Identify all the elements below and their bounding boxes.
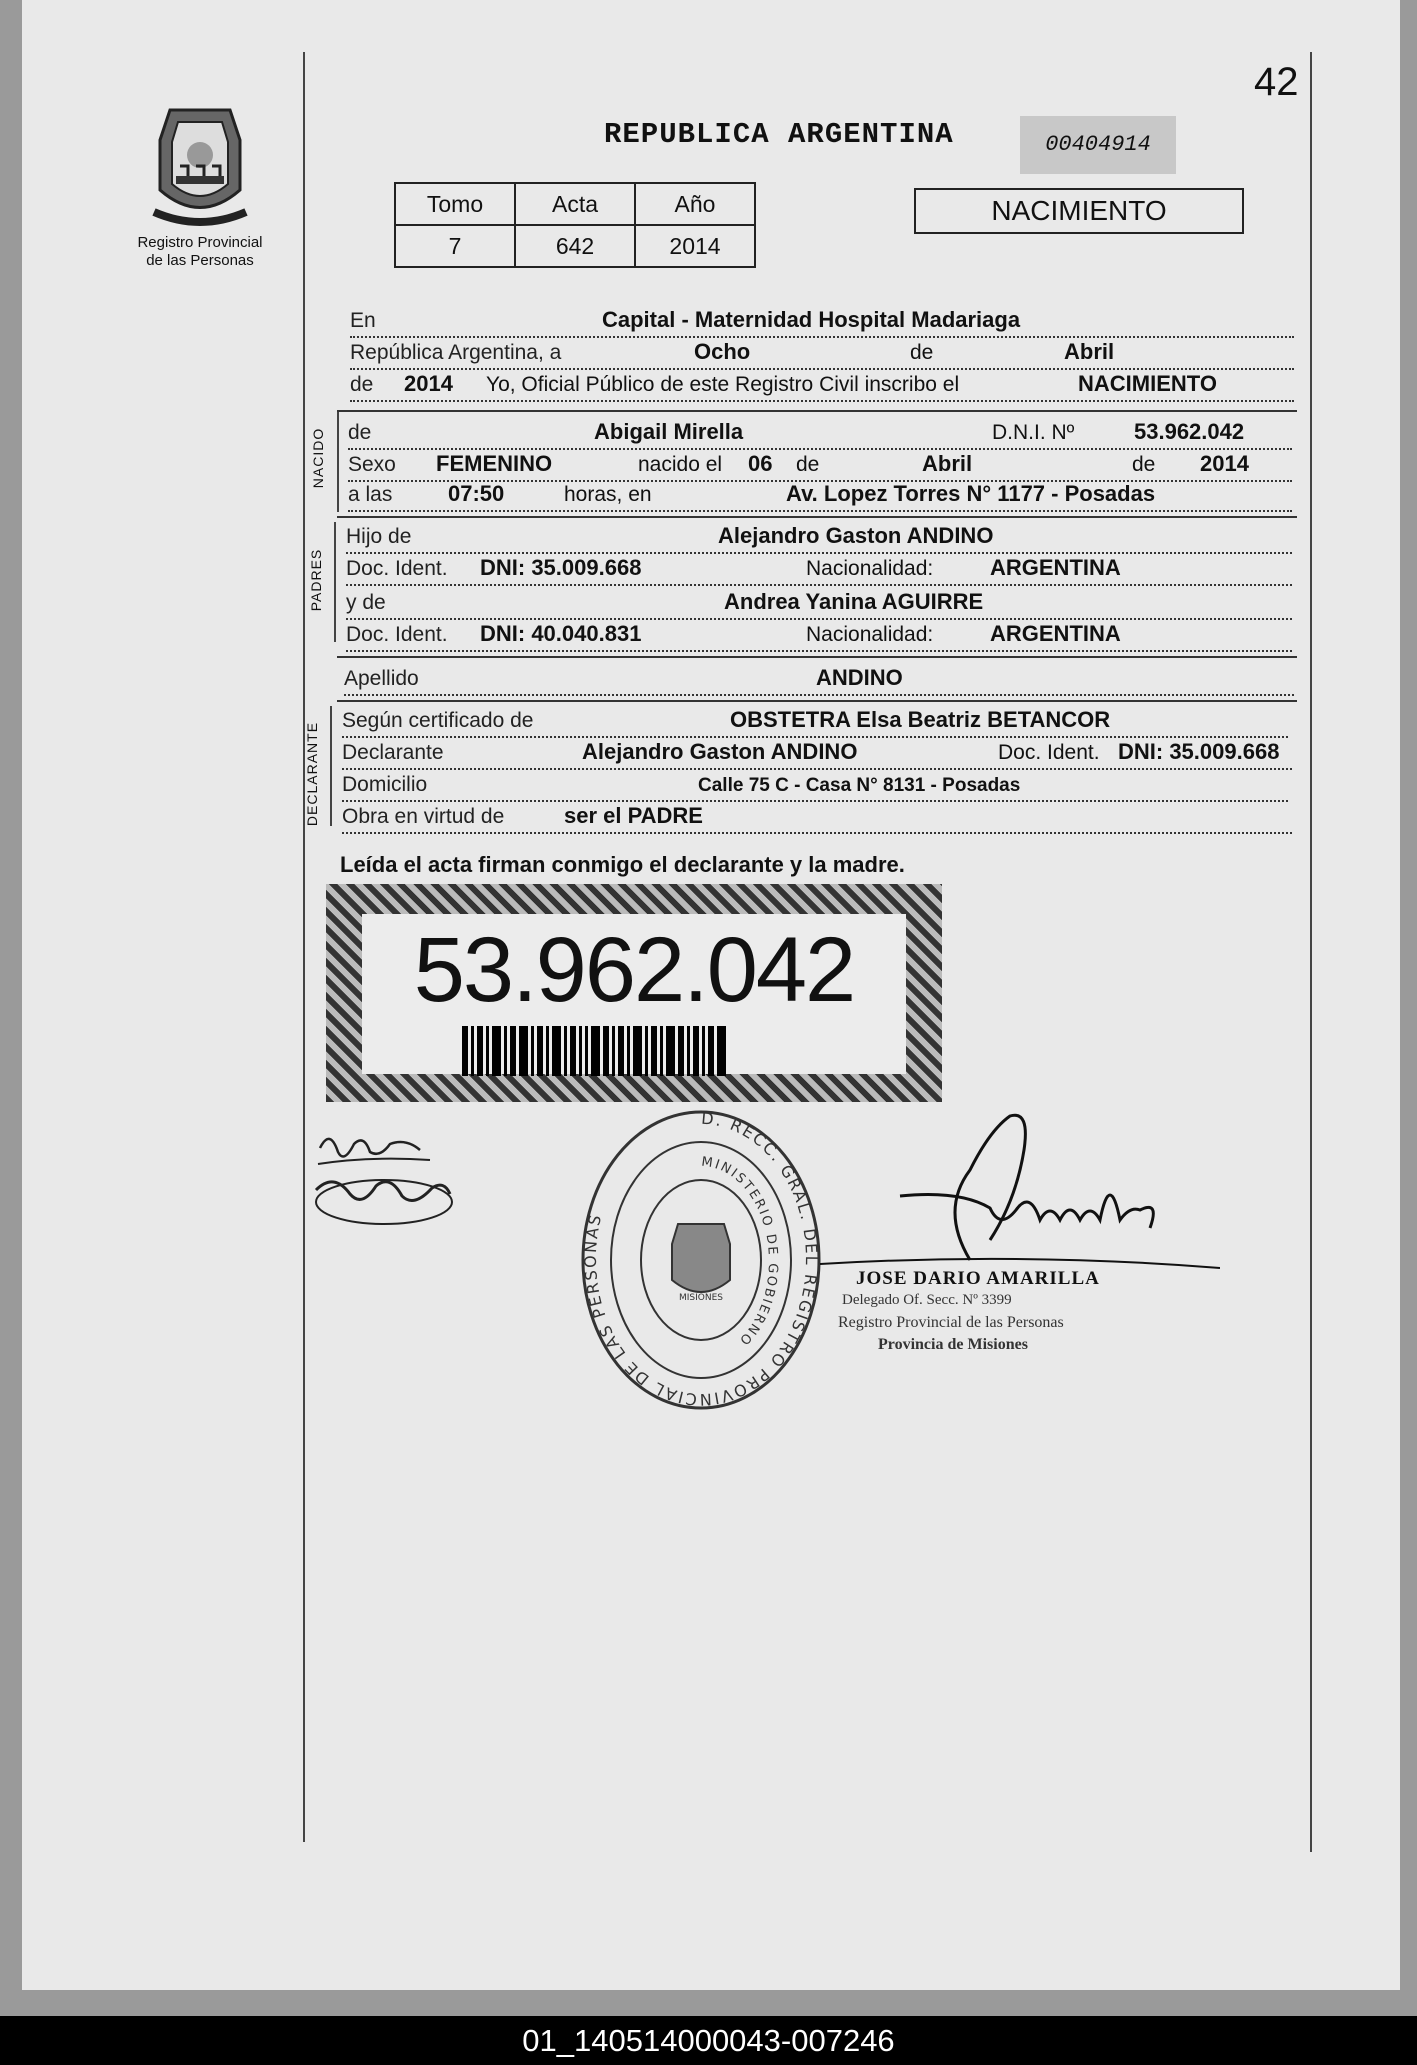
declarante-divider — [330, 706, 332, 826]
label-de-2: de — [796, 453, 820, 476]
official-signature-icon — [820, 1110, 1220, 1280]
line-domicilio — [342, 770, 1288, 802]
value-birth-month: Abril — [922, 451, 973, 476]
value-birth-place: Av. Lopez Torres N° 1177 - Posadas — [786, 481, 1156, 506]
line-obra — [342, 802, 1292, 834]
value-child-dni: 53.962.042 — [1134, 419, 1245, 444]
label-a-las: a las — [348, 483, 393, 506]
table-header-ano: Año — [635, 183, 755, 225]
label-father-nationality: Nacionalidad: — [806, 557, 934, 580]
value-declarante-name: Alejandro Gaston ANDINO — [582, 739, 858, 764]
line-oficial — [350, 370, 1294, 402]
scan-footer-code: 01_140514000043-007246 — [0, 2016, 1417, 2065]
label-de-year: de — [350, 373, 374, 396]
label-mother-doc: Doc. Ident. — [346, 623, 448, 646]
label-oficial: Yo, Oficial Público de este Registro Civil inscribo el — [486, 373, 960, 396]
id-card-inner — [362, 914, 906, 1074]
line-declarante — [342, 738, 1292, 770]
value-month: Abril — [1064, 339, 1115, 364]
value-year: 2014 — [404, 371, 453, 396]
table-cell-acta: 642 — [515, 225, 635, 267]
official-role: Delegado Of. Secc. Nº 3399 — [842, 1292, 1012, 1308]
record-table — [394, 182, 756, 268]
value-declarante-doc: DNI: 35.009.668 — [1118, 739, 1280, 764]
value-mother-doc: DNI: 40.040.831 — [480, 621, 642, 646]
label-domicilio: Domicilio — [342, 773, 428, 796]
line-sexo — [348, 450, 1292, 482]
seal-outer-text: D. RECC. GRAL. DEL REGISTRO PROVINCIAL DE LAS PERSONAS — [580, 1108, 822, 1410]
official-department: Registro Provincial de las Personas — [838, 1314, 1064, 1331]
section-label-declarante: DECLARANTE — [304, 721, 320, 827]
line-en — [350, 306, 1294, 338]
registry-label — [120, 234, 280, 270]
label-en: En — [350, 309, 376, 332]
section-label-padres: PADRES — [308, 548, 324, 612]
value-father: Alejandro Gaston ANDINO — [718, 523, 994, 548]
table-header-tomo: Tomo — [395, 183, 515, 225]
official-name: JOSE DARIO AMARILLA — [856, 1268, 1100, 1289]
page-number: 42 — [1254, 60, 1299, 104]
value-place: Capital - Maternidad Hospital Madariaga — [602, 307, 1021, 332]
line-mother-doc — [346, 620, 1292, 652]
table-cell-ano: 2014 — [635, 225, 755, 267]
value-sex: FEMENINO — [436, 451, 553, 476]
barcode-icon — [462, 1026, 826, 1076]
apellido-top-rule — [337, 656, 1297, 658]
line-nacido-name — [348, 418, 1292, 450]
value-father-doc: DNI: 35.009.668 — [480, 555, 642, 580]
value-event: NACIMIENTO — [1078, 371, 1217, 396]
table-cell-tomo: 7 — [395, 225, 515, 267]
id-number: 53.962.042 — [413, 919, 855, 1021]
registry-line-1: Registro Provincial — [137, 234, 263, 251]
label-mother-nationality: Nacionalidad: — [806, 623, 934, 646]
value-surname: ANDINO — [816, 665, 903, 690]
line-hijo-de — [346, 522, 1292, 554]
label-declarante: Declarante — [342, 741, 444, 764]
value-birth-day: 06 — [748, 451, 773, 476]
official-seal-icon — [572, 1104, 830, 1416]
value-child-name: Abigail Mirella — [594, 419, 744, 444]
line-apellido — [344, 664, 1294, 696]
label-y-de: y de — [346, 591, 386, 614]
label-obra: Obra en virtud de — [342, 805, 505, 828]
id-number-card — [326, 884, 942, 1102]
line-republica — [350, 338, 1294, 370]
serial-number-stamp: 00404914 — [1020, 116, 1176, 174]
value-father-nationality: ARGENTINA — [990, 555, 1121, 580]
value-address: Calle 75 C - Casa N° 8131 - Posadas — [698, 775, 1021, 796]
provincia-misiones-crest-icon — [140, 100, 260, 230]
official-province: Provincia de Misiones — [878, 1336, 1028, 1353]
label-de-3: de — [1132, 453, 1156, 476]
label-apellido: Apellido — [344, 667, 419, 690]
right-margin-rule — [1310, 52, 1312, 1852]
declarant-signature-icon — [310, 1124, 460, 1234]
line-father-doc — [346, 554, 1292, 586]
left-margin-rule — [303, 52, 305, 1842]
label-sexo: Sexo — [348, 453, 396, 476]
seal-inner-text: MINISTERIO DE GOBIERNO — [700, 1154, 781, 1349]
document-title: REPUBLICA ARGENTINA — [604, 118, 954, 151]
padres-divider — [334, 522, 336, 642]
record-type-box: NACIMIENTO — [914, 188, 1244, 234]
value-mother-nationality: ARGENTINA — [990, 621, 1121, 646]
label-dni: D.N.I. Nº — [992, 421, 1075, 444]
label-nacido-de: de — [348, 421, 372, 444]
label-declarante-doc: Doc. Ident. — [998, 741, 1100, 764]
padres-top-rule — [337, 516, 1297, 518]
line-y-de — [346, 588, 1292, 620]
table-header-acta: Acta — [515, 183, 635, 225]
registry-line-2: de las Personas — [146, 252, 254, 269]
label-father-doc: Doc. Ident. — [346, 557, 448, 580]
value-day: Ocho — [694, 339, 751, 364]
declarante-top-rule — [337, 700, 1297, 702]
value-time: 07:50 — [448, 481, 505, 506]
label-horas: horas, en — [564, 483, 652, 506]
label-de: de — [910, 341, 934, 364]
seal-crest-text: MISIONES — [678, 1293, 724, 1303]
nacido-top-rule — [337, 410, 1297, 412]
label-certificado: Según certificado de — [342, 709, 534, 732]
section-label-nacido: NACIDO — [310, 427, 326, 489]
nacido-divider — [337, 412, 339, 512]
label-hijo-de: Hijo de — [346, 525, 412, 548]
line-certificado — [342, 706, 1288, 738]
value-certificado: OBSTETRA Elsa Beatriz BETANCOR — [730, 707, 1111, 732]
value-mother: Andrea Yanina AGUIRRE — [724, 589, 984, 614]
value-birth-year: 2014 — [1200, 451, 1249, 476]
label-nacido-el: nacido el — [638, 453, 723, 476]
label-republica: República Argentina, a — [350, 341, 562, 364]
line-a-las — [348, 480, 1292, 512]
signature-note: Leída el acta firman conmigo el declarante y la madre. — [340, 852, 905, 877]
value-capacity: ser el PADRE — [564, 803, 703, 828]
